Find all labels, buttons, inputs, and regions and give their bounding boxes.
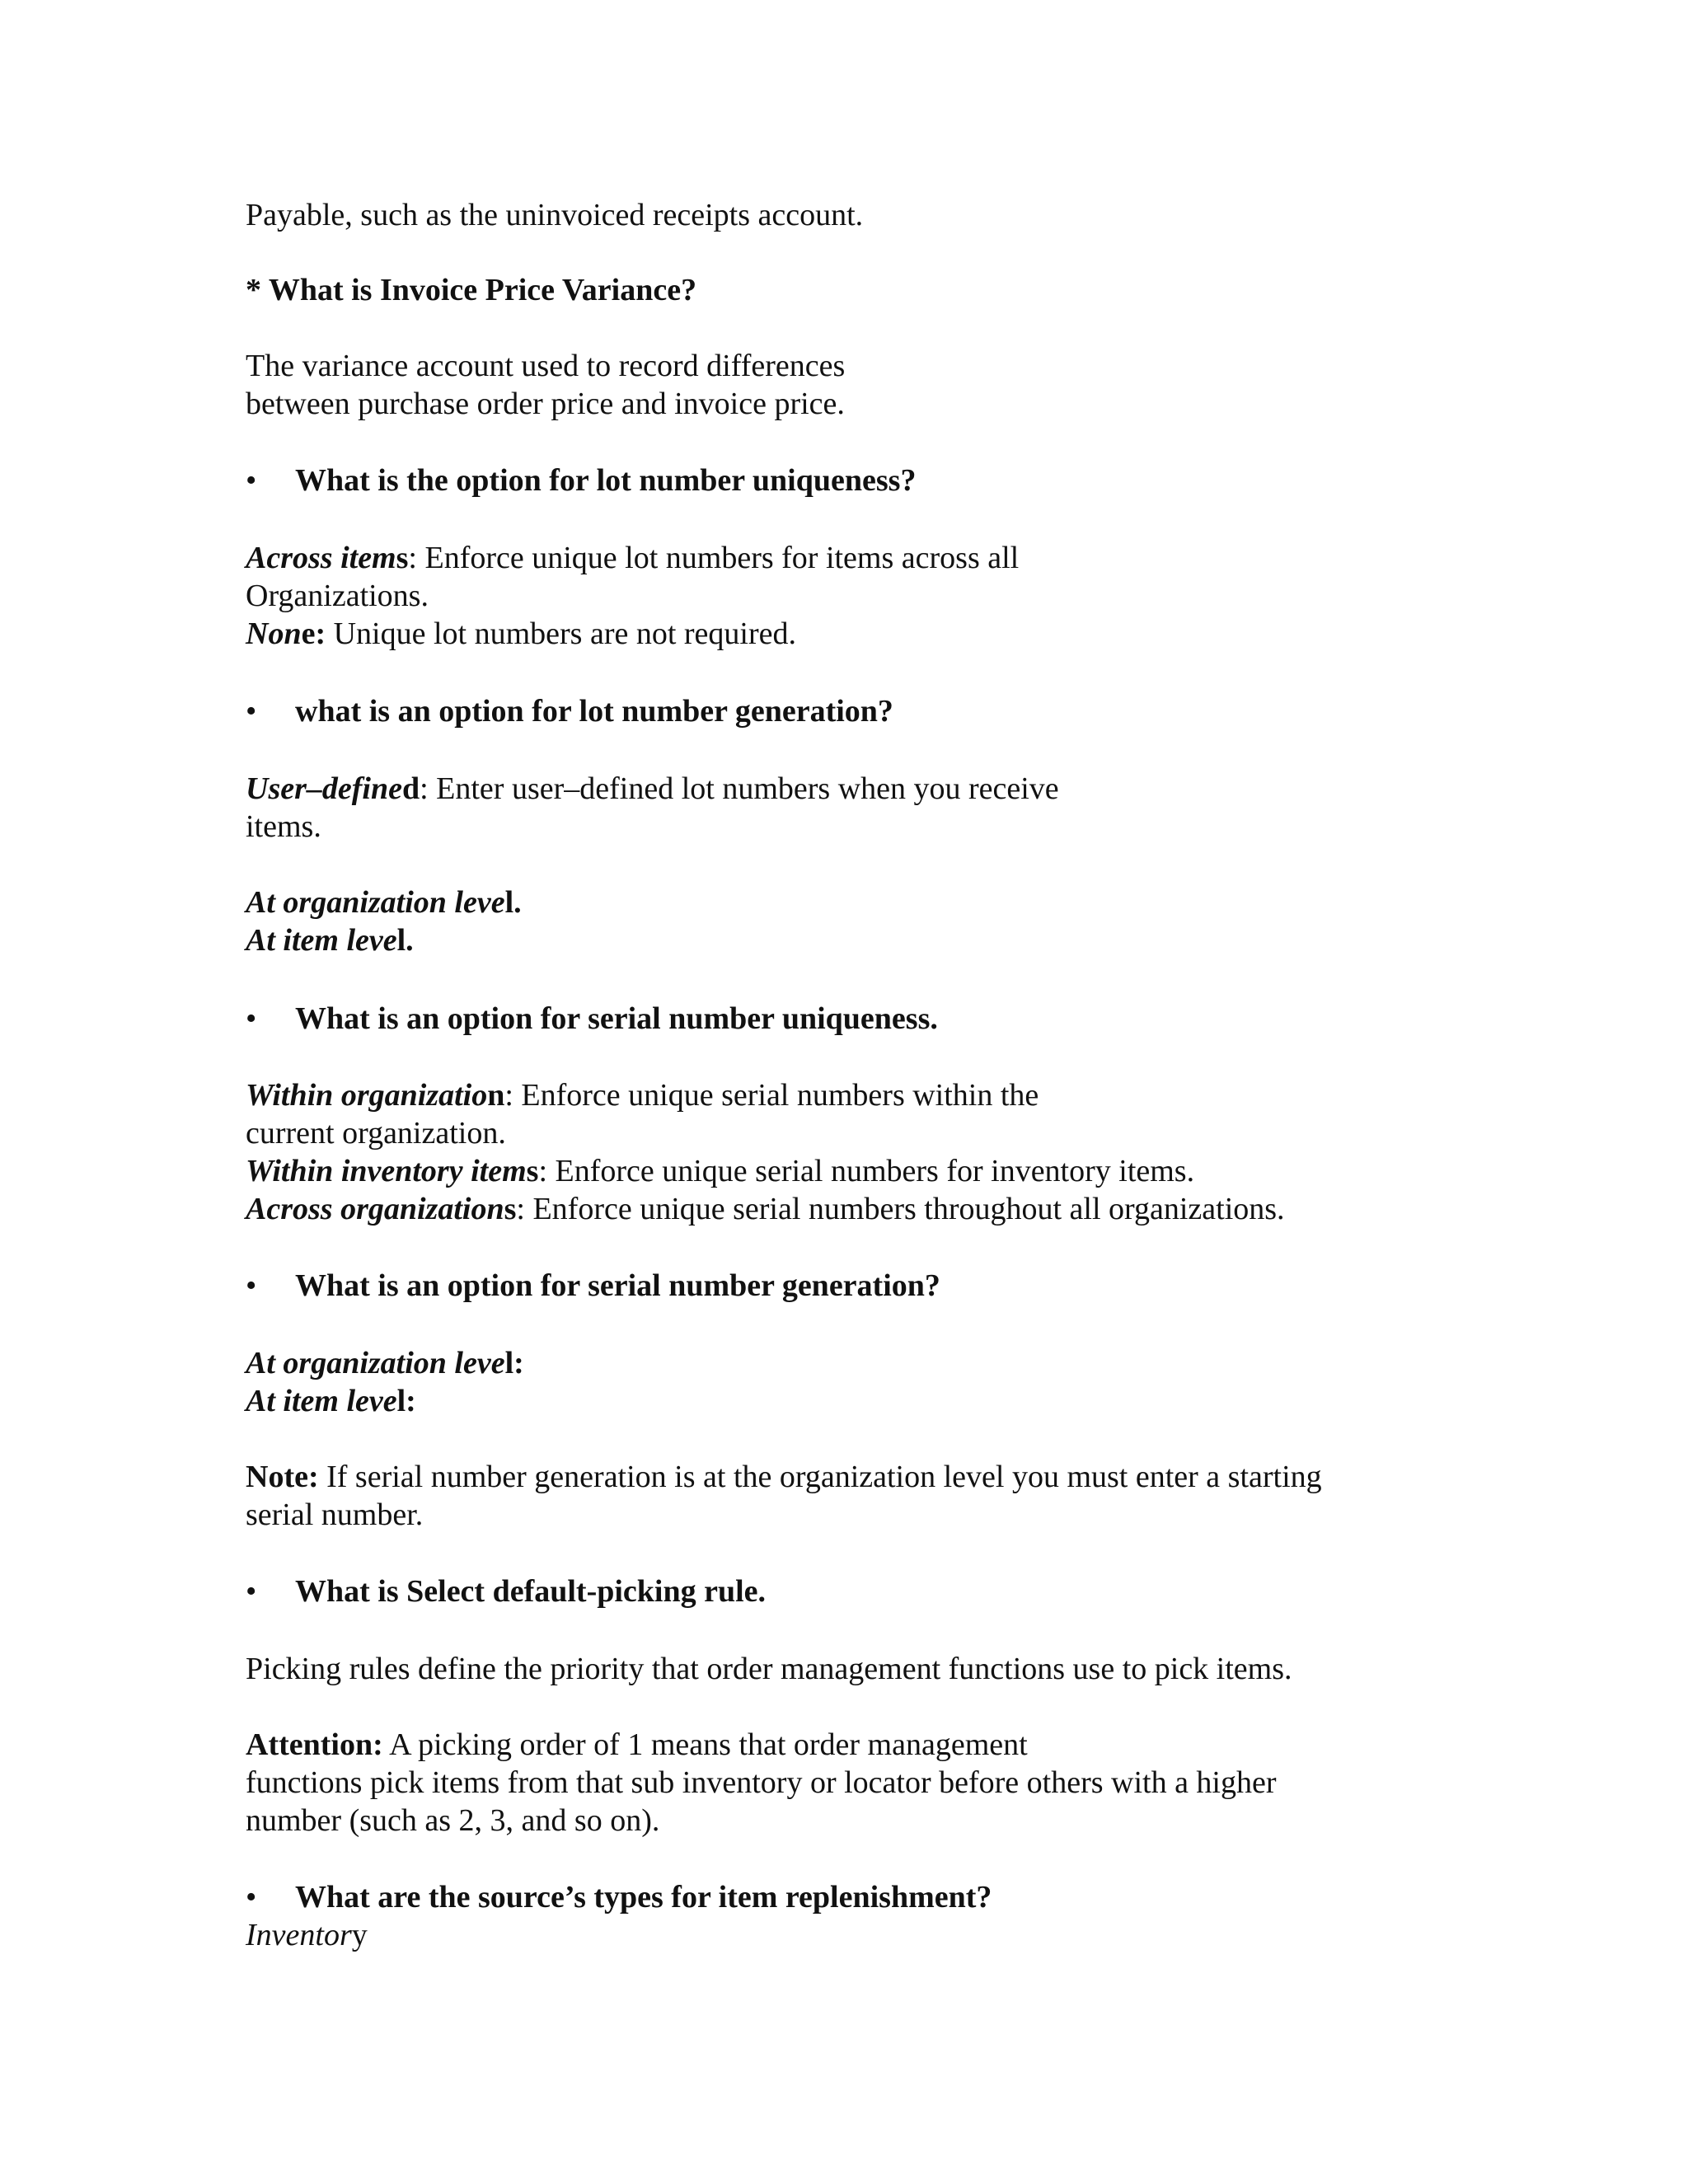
definition-line — [246, 1344, 524, 1382]
term-label: User–define — [246, 771, 402, 806]
question-text: What is Select default-picking rule. — [295, 1574, 767, 1609]
bullet-question — [246, 692, 893, 730]
term-label-suffix: l. — [504, 885, 522, 920]
note-text: If serial number generation is at the organization level you must enter a starting — [318, 1460, 1322, 1494]
definition-line — [246, 539, 1019, 577]
bullet-question — [246, 1572, 766, 1610]
bullet-question — [246, 1000, 938, 1038]
attention-text: A picking order of 1 means that order management — [382, 1727, 1028, 1762]
paragraph-line: Payable, such as the uninvoiced receipts account. — [246, 198, 864, 232]
question-text: What is an option for serial number uniqueness. — [295, 1001, 938, 1036]
question-text: What are the source’s types for item replenishment? — [295, 1880, 992, 1915]
paragraph-line: serial number. — [246, 1497, 424, 1532]
attention-label: Attention: — [246, 1727, 383, 1762]
definition-line — [246, 1382, 416, 1420]
bullet-glyph: • — [246, 1880, 257, 1915]
term-label-suffix: s — [526, 1154, 539, 1188]
question-text: What is the option for lot number uniqueness? — [295, 463, 917, 498]
term-label-suffix: l: — [396, 1384, 416, 1418]
term-label: At item leve — [246, 923, 397, 958]
definition-line — [246, 615, 796, 653]
term-label: Across item — [246, 541, 396, 575]
definition-text: : Enforce unique lot numbers for items across all — [408, 541, 1020, 575]
bullet-glyph: • — [246, 1574, 257, 1609]
definition-line — [246, 883, 522, 921]
definition-line — [246, 921, 414, 959]
term-label: Within inventory item — [246, 1154, 527, 1188]
term-label: Non — [246, 616, 302, 651]
term-label-suffix: l. — [396, 923, 414, 958]
term-label: At organization leve — [246, 1346, 505, 1380]
term-label: At organization leve — [246, 885, 505, 920]
paragraph-line: Picking rules define the priority that order management functions use to pick items. — [246, 1652, 1292, 1686]
term-label: At item leve — [246, 1384, 397, 1418]
paragraph-line: items. — [246, 809, 321, 844]
note-line — [246, 1458, 1322, 1496]
definition-text: : Enter user–defined lot numbers when you receive — [420, 771, 1059, 806]
paragraph-line: number (such as 2, 3, and so on). — [246, 1803, 660, 1838]
bullet-question — [246, 1267, 940, 1305]
paragraph-line: Organizations. — [246, 579, 429, 613]
question-text: what is an option for lot number generation? — [295, 694, 893, 729]
paragraph-line: current organization. — [246, 1116, 506, 1151]
definition-line — [246, 1190, 1285, 1228]
paragraph-line: between purchase order price and invoice price. — [246, 387, 845, 421]
definition-text: : Enforce unique serial numbers within the — [504, 1078, 1039, 1113]
definition-line — [246, 1152, 1194, 1190]
definition-text: : Enforce unique serial numbers for inventory items. — [538, 1154, 1195, 1188]
term-label: Across organization — [246, 1192, 504, 1226]
paragraph-line: The variance account used to record differences — [246, 349, 846, 383]
attention-line — [246, 1726, 1028, 1764]
definition-text: Unique lot numbers are not required. — [326, 616, 796, 651]
bullet-glyph: • — [246, 694, 257, 729]
question-text: What is an option for serial number generation? — [295, 1268, 940, 1303]
term-label-suffix: l: — [504, 1346, 524, 1380]
paragraph-line: functions pick items from that sub inventory or locator before others with a higher — [246, 1765, 1277, 1800]
term-label-suffix: y — [351, 1918, 368, 1952]
note-label: Note: — [246, 1460, 319, 1494]
term-label-suffix: e: — [301, 616, 326, 651]
definition-line — [246, 770, 1059, 808]
term-label: Inventor — [246, 1918, 352, 1952]
term-label-suffix: s — [396, 541, 409, 575]
bullet-question — [246, 1878, 992, 1916]
bullet-glyph: • — [246, 463, 257, 498]
bullet-glyph: • — [246, 1001, 257, 1036]
definition-text: : Enforce unique serial numbers throughout all organizations. — [516, 1192, 1285, 1226]
bullet-question — [246, 462, 916, 499]
definition-line — [246, 1916, 368, 1954]
term-label-suffix: n — [487, 1078, 505, 1113]
definition-line — [246, 1076, 1039, 1114]
term-label: Within organizatio — [246, 1078, 488, 1113]
question-heading: * What is Invoice Price Variance? — [246, 273, 697, 307]
term-label-suffix: s — [504, 1192, 517, 1226]
bullet-glyph: • — [246, 1268, 257, 1303]
term-label-suffix: d — [401, 771, 420, 806]
